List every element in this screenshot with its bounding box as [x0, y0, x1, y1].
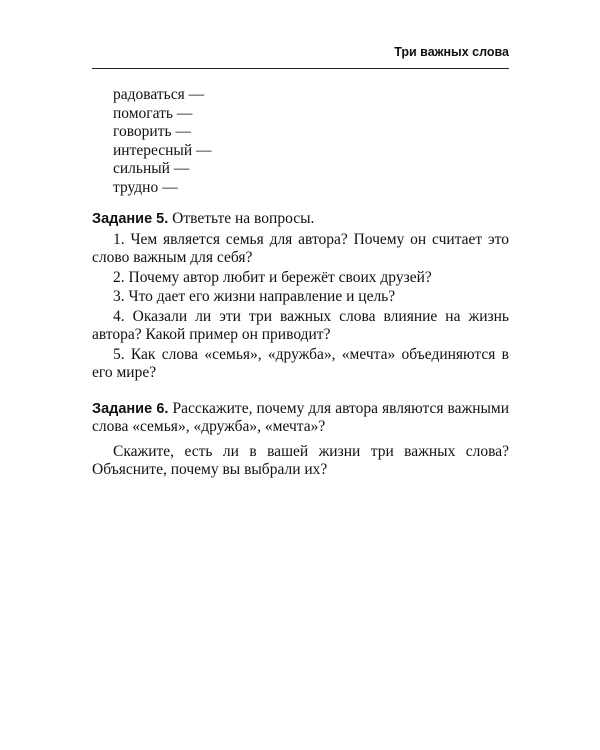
task-5-questions — [92, 231, 509, 383]
task-6-label: Задание 6. — [92, 400, 169, 417]
word-list-item: интересный — — [113, 141, 212, 159]
task-6-text: Расскажите, почему для автора являются важными слова «семья», «дружба», «мечта»? — [92, 399, 510, 435]
question-item: 5. Как слова «семья», «дружба», «мечта» объединяются в его мире? — [92, 345, 509, 381]
word-list-item: говорить — — [113, 123, 191, 140]
task-5-label: Задание 5. — [92, 211, 169, 227]
question-item: 3. Что дает его жизни направление и цель? — [113, 288, 396, 305]
word-list-item: трудно — — [113, 178, 178, 196]
task-5-text: Ответьте на вопросы. — [172, 210, 315, 227]
running-header-title: Три важных слова — [394, 45, 509, 59]
word-list-item: радоваться — — [113, 86, 205, 103]
word-list-item: помогать — — [113, 104, 193, 122]
task-6-heading — [92, 400, 509, 437]
question-item: 4. Оказали ли эти три важных слова влияние на жизнь автора? Какой пример он приводит? — [92, 307, 509, 343]
word-list — [92, 86, 509, 197]
question-item: 2. Почему автор любит и бережёт своих друзей? — [113, 268, 432, 286]
task-5-heading — [92, 210, 509, 229]
word-list-item: сильный — — [113, 160, 190, 177]
header-divider — [92, 68, 509, 69]
task-6-followup: Скажите, есть ли в вашей жизни три важных слова? Объясните, почему вы выбрали их? — [92, 442, 509, 478]
question-item: 1. Чем является семья для автора? Почему он считает это слово важным для себя? — [92, 230, 509, 266]
page-content — [92, 86, 509, 480]
